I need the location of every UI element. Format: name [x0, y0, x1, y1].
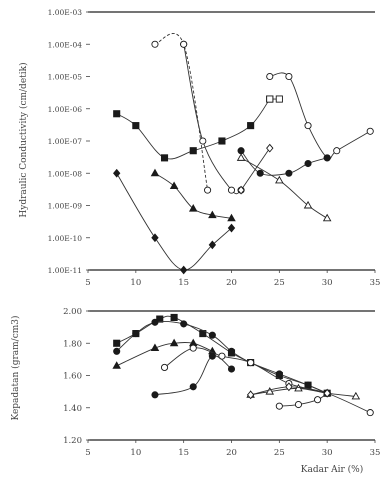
data-point — [286, 170, 292, 176]
y-tick-label: 1.00E-04 — [47, 40, 82, 50]
x-tick-label: 5 — [85, 448, 91, 458]
series-line — [241, 158, 327, 218]
data-point — [276, 371, 282, 377]
y-tick-label: 1.20 — [63, 436, 82, 446]
density-panel — [10, 307, 380, 475]
data-point — [286, 73, 292, 79]
data-point — [238, 154, 245, 160]
data-point — [228, 366, 234, 372]
x-tick-label: 30 — [321, 278, 333, 288]
data-point — [324, 155, 330, 161]
data-point — [161, 364, 167, 370]
data-point — [315, 397, 321, 403]
data-point — [324, 215, 331, 221]
conductivity-panel — [18, 8, 380, 288]
data-point — [228, 187, 234, 193]
data-point — [151, 170, 158, 176]
data-point — [114, 348, 120, 354]
y-tick-label: 1.00E-07 — [47, 137, 82, 146]
data-point — [171, 314, 177, 320]
data-point — [257, 170, 263, 176]
data-point — [276, 96, 282, 102]
data-point — [133, 123, 139, 129]
data-point — [113, 362, 120, 368]
x-tick-label: 25 — [273, 278, 285, 288]
y-tick-label: 1.00E-08 — [47, 169, 82, 179]
y-tick-label: 2.00 — [63, 307, 82, 317]
y-tick-label: 1.00E-03 — [47, 8, 82, 17]
data-point — [276, 403, 282, 409]
x-tick-label: 5 — [85, 278, 91, 288]
data-point — [219, 138, 225, 144]
data-point — [305, 160, 311, 166]
data-point — [114, 111, 120, 117]
series-line — [117, 342, 213, 365]
data-point — [114, 170, 120, 177]
data-point — [190, 384, 196, 390]
x-tick-label: 30 — [321, 448, 333, 458]
data-point — [305, 382, 311, 388]
x-tick-label: 15 — [178, 448, 190, 458]
y-tick-label: 1.00E-11 — [47, 266, 82, 275]
x-tick-label: 35 — [369, 448, 381, 458]
data-point — [161, 155, 167, 161]
y-tick-label: 1.00E-06 — [47, 104, 82, 114]
data-point — [133, 330, 139, 336]
data-point — [171, 182, 178, 188]
y-tick-label: 1.60 — [63, 371, 82, 382]
y-axis-label: Hydraulic Conductivity (cm/detik) — [19, 62, 29, 218]
data-point — [209, 353, 215, 359]
x-tick-label: 20 — [226, 278, 237, 288]
data-point — [276, 177, 283, 183]
data-point — [190, 148, 196, 154]
data-point — [190, 345, 196, 351]
data-point — [267, 73, 273, 79]
data-point — [238, 148, 244, 154]
data-point — [181, 266, 187, 273]
data-point — [152, 392, 158, 398]
x-tick-label: 25 — [273, 448, 285, 458]
data-point — [152, 319, 158, 325]
data-point — [152, 41, 158, 47]
data-point — [267, 96, 273, 102]
series-line — [270, 73, 370, 159]
data-point — [181, 41, 187, 47]
data-point — [228, 348, 234, 354]
y-axis-label: Kepadatan (gram/cm3) — [11, 315, 21, 421]
x-axis-label: Kadar Air (%) — [300, 465, 364, 475]
data-point — [200, 138, 206, 144]
y-tick-label: 1.40 — [63, 403, 82, 414]
data-point — [334, 148, 340, 154]
x-tick-label: 10 — [130, 448, 142, 458]
data-point — [295, 401, 301, 407]
x-tick-label: 10 — [130, 278, 142, 288]
y-tick-label: 1.00E-10 — [47, 233, 82, 243]
data-point — [204, 187, 210, 193]
series-line — [155, 33, 208, 190]
data-point — [209, 332, 215, 338]
y-tick-label: 1.00E-09 — [47, 201, 82, 211]
data-point — [228, 224, 234, 231]
data-point — [305, 202, 312, 208]
data-point — [181, 321, 187, 327]
x-tick-label: 35 — [369, 278, 381, 288]
data-point — [248, 360, 254, 366]
data-point — [367, 409, 373, 415]
series-line — [165, 348, 371, 413]
x-tick-label: 15 — [178, 278, 190, 288]
data-point — [305, 123, 311, 129]
series-line — [184, 44, 241, 194]
y-tick-label: 1.80 — [63, 339, 82, 350]
data-point — [114, 340, 120, 346]
x-tick-label: 20 — [226, 448, 237, 458]
data-point — [367, 128, 373, 134]
data-point — [248, 123, 254, 129]
y-tick-label: 1.00E-05 — [47, 72, 82, 82]
series-line — [251, 388, 356, 396]
